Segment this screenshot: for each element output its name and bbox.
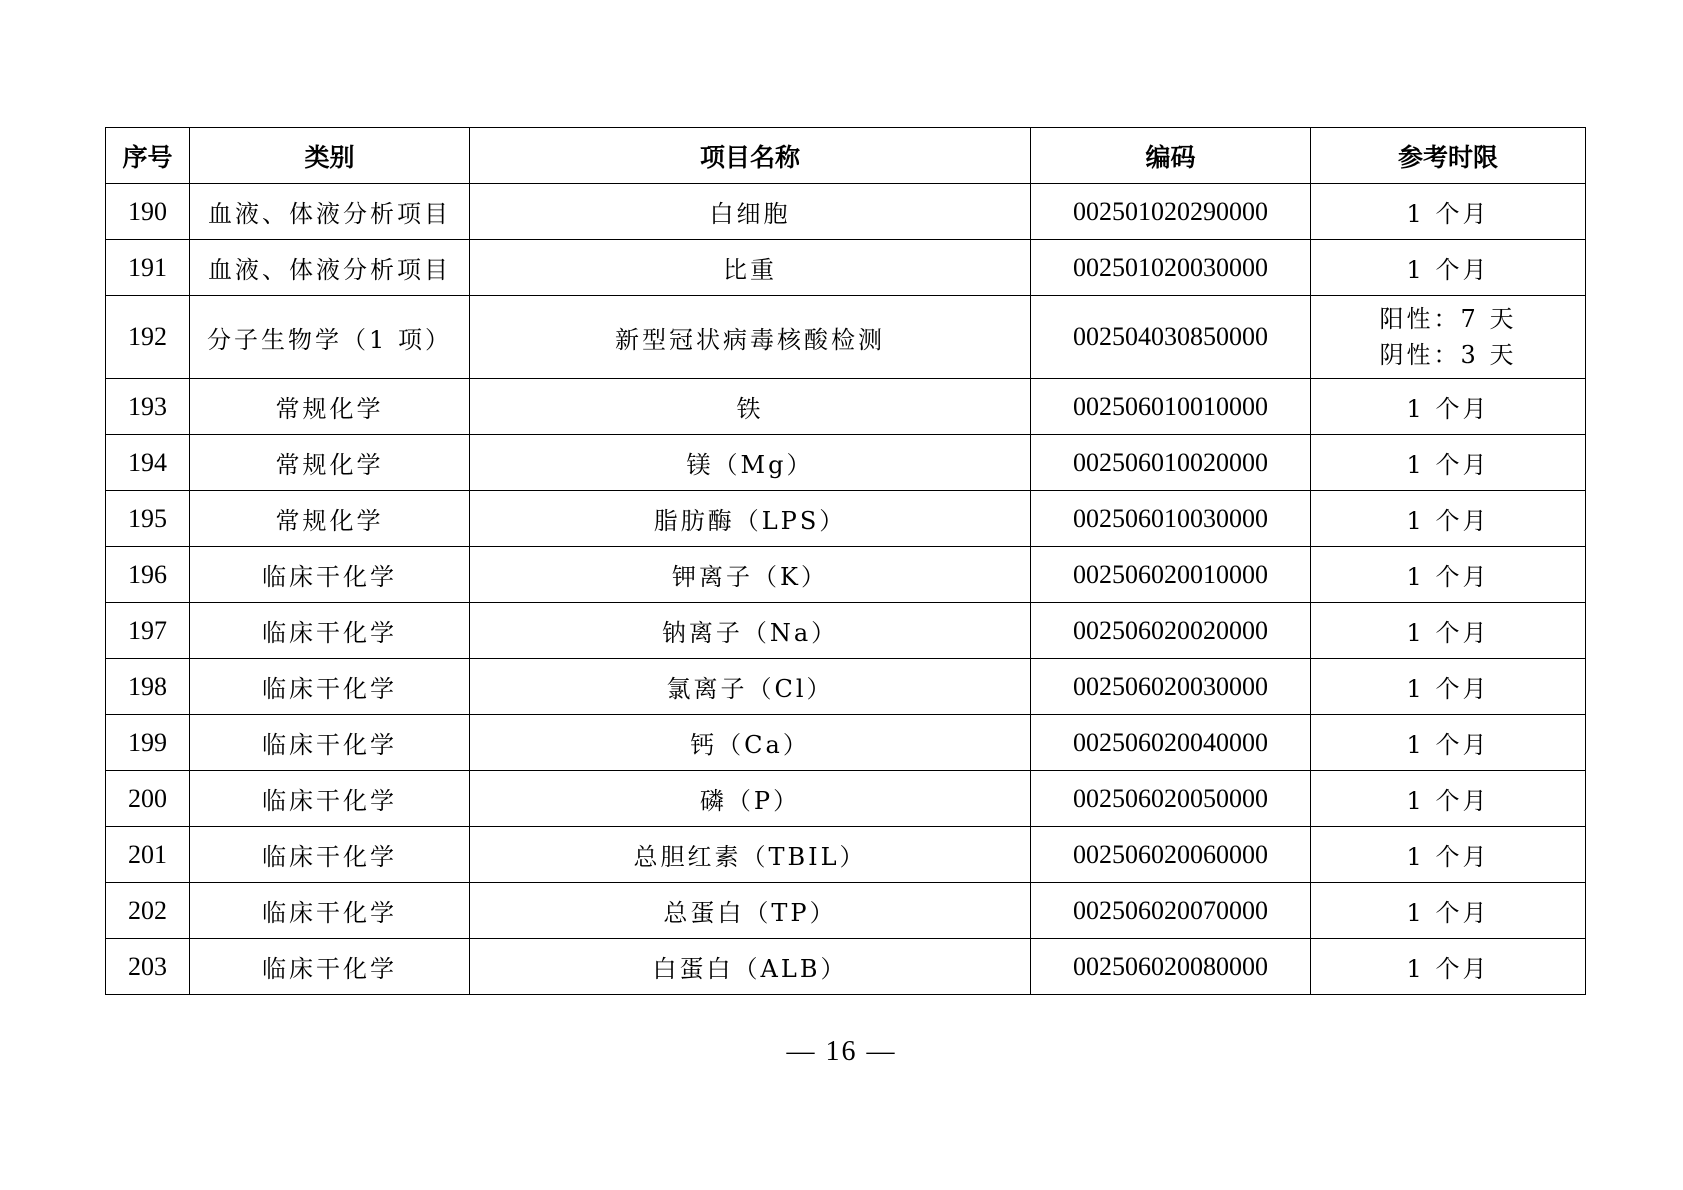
table-header-row (106, 128, 1586, 184)
row-seq: 192 (106, 296, 190, 379)
row-category: 临床干化学 (190, 827, 470, 883)
row-seq: 196 (106, 547, 190, 603)
row-item-name: 比重 (470, 240, 1031, 296)
row-item-name: 镁（Mg） (470, 435, 1031, 491)
row-item-name: 白细胞 (470, 184, 1031, 240)
row-seq: 194 (106, 435, 190, 491)
row-code: 002506020010000 (1031, 547, 1311, 603)
row-code: 002506020080000 (1031, 939, 1311, 995)
row-time-limit: 1 个月 (1311, 603, 1586, 659)
row-seq: 191 (106, 240, 190, 296)
row-item-name: 氯离子（Cl） (470, 659, 1031, 715)
row-item-name: 总蛋白（TP） (470, 883, 1031, 939)
time-limit-positive: 阳性：7 天 (1379, 305, 1517, 333)
row-time-limit: 1 个月 (1311, 883, 1586, 939)
row-item-name: 白蛋白（ALB） (470, 939, 1031, 995)
table-row (106, 379, 1586, 435)
table-row (106, 827, 1586, 883)
row-code: 002504030850000 (1031, 296, 1311, 379)
table-row (106, 435, 1586, 491)
header-time-limit: 参考时限 (1311, 128, 1586, 184)
row-item-name: 钙（Ca） (470, 715, 1031, 771)
row-code: 002506020040000 (1031, 715, 1311, 771)
row-category: 常规化学 (190, 435, 470, 491)
row-time-limit: 1 个月 (1311, 240, 1586, 296)
row-seq: 201 (106, 827, 190, 883)
row-seq: 203 (106, 939, 190, 995)
row-time-limit: 1 个月 (1311, 491, 1586, 547)
row-code: 002506010010000 (1031, 379, 1311, 435)
row-item-name: 新型冠状病毒核酸检测 (470, 296, 1031, 379)
header-item-name: 项目名称 (470, 128, 1031, 184)
table-row (106, 715, 1586, 771)
row-category: 常规化学 (190, 379, 470, 435)
table-row (106, 771, 1586, 827)
row-time-limit (1311, 296, 1586, 379)
row-time-limit: 1 个月 (1311, 827, 1586, 883)
table-row (106, 603, 1586, 659)
row-item-name: 钠离子（Na） (470, 603, 1031, 659)
row-code: 002506010030000 (1031, 491, 1311, 547)
row-category: 临床干化学 (190, 939, 470, 995)
row-item-name: 钾离子（K） (470, 547, 1031, 603)
header-seq: 序号 (106, 128, 190, 184)
row-code: 002506020020000 (1031, 603, 1311, 659)
row-category: 临床干化学 (190, 547, 470, 603)
row-code: 002501020030000 (1031, 240, 1311, 296)
row-category: 临床干化学 (190, 771, 470, 827)
row-seq: 202 (106, 883, 190, 939)
table-row (106, 240, 1586, 296)
row-time-limit: 1 个月 (1311, 715, 1586, 771)
reference-time-limit-table (105, 127, 1586, 995)
table-row (106, 659, 1586, 715)
table-row (106, 883, 1586, 939)
row-seq: 195 (106, 491, 190, 547)
row-category: 常规化学 (190, 491, 470, 547)
row-category: 临床干化学 (190, 603, 470, 659)
row-item-name: 磷（P） (470, 771, 1031, 827)
row-code: 002506020060000 (1031, 827, 1311, 883)
row-time-limit: 1 个月 (1311, 939, 1586, 995)
row-category: 临床干化学 (190, 659, 470, 715)
row-seq: 199 (106, 715, 190, 771)
row-seq: 190 (106, 184, 190, 240)
row-code: 002506020070000 (1031, 883, 1311, 939)
row-seq: 198 (106, 659, 190, 715)
table-row (106, 547, 1586, 603)
table-row (106, 296, 1586, 379)
row-category: 临床干化学 (190, 715, 470, 771)
table-row (106, 184, 1586, 240)
row-item-name: 脂肪酶（LPS） (470, 491, 1031, 547)
row-time-limit: 1 个月 (1311, 435, 1586, 491)
row-item-name: 铁 (470, 379, 1031, 435)
row-code: 002506020030000 (1031, 659, 1311, 715)
table-row (106, 491, 1586, 547)
row-time-limit: 1 个月 (1311, 379, 1586, 435)
row-item-name: 总胆红素（TBIL） (470, 827, 1031, 883)
row-code: 002506020050000 (1031, 771, 1311, 827)
header-category: 类别 (190, 128, 470, 184)
row-time-limit: 1 个月 (1311, 184, 1586, 240)
page-number: — 16 — (786, 1036, 897, 1067)
row-time-limit: 1 个月 (1311, 547, 1586, 603)
table-row (106, 939, 1586, 995)
row-time-limit: 1 个月 (1311, 771, 1586, 827)
row-seq: 193 (106, 379, 190, 435)
row-category: 血液、体液分析项目 (190, 240, 470, 296)
row-category: 血液、体液分析项目 (190, 184, 470, 240)
row-category: 分子生物学（1 项） (190, 296, 470, 379)
row-code: 002501020290000 (1031, 184, 1311, 240)
row-code: 002506010020000 (1031, 435, 1311, 491)
row-category: 临床干化学 (190, 883, 470, 939)
row-seq: 197 (106, 603, 190, 659)
time-limit-negative: 阴性：3 天 (1379, 341, 1517, 369)
row-seq: 200 (106, 771, 190, 827)
row-time-limit: 1 个月 (1311, 659, 1586, 715)
header-code: 编码 (1031, 128, 1311, 184)
